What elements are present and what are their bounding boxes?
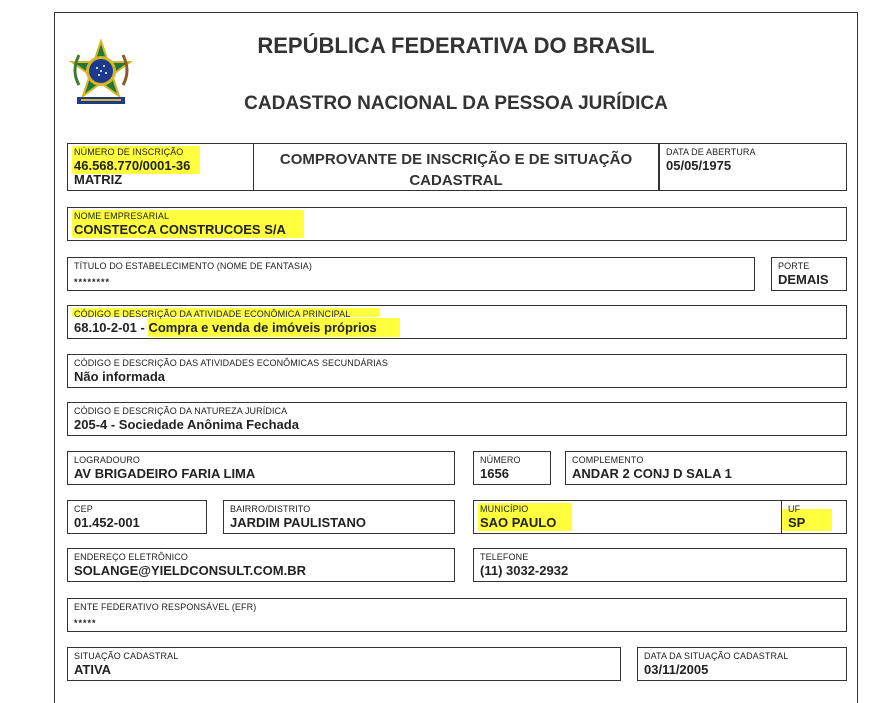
- complemento-field: [565, 451, 847, 485]
- comprovante-title: COMPROVANTE DE INSCRIÇÃO E DE SITUAÇÃO CADASTRAL: [279, 151, 633, 189]
- email-field: [67, 548, 455, 582]
- atividades-secundarias-field: [67, 354, 847, 388]
- atividade-principal-field: [67, 305, 847, 339]
- municipio-label: MUNICÍPIO: [480, 504, 529, 514]
- atividade-principal-value: [74, 320, 377, 335]
- complemento-label: COMPLEMENTO: [572, 455, 644, 465]
- atividade-principal-code: 68.10-2-01 -: [74, 320, 145, 335]
- fantasia-field: [67, 257, 755, 291]
- efr-label: ENTE FEDERATIVO RESPONSÁVEL (EFR): [74, 602, 257, 612]
- natureza-label: CÓDIGO E DESCRIÇÃO DA NATUREZA JURÍDICA: [74, 406, 288, 416]
- porte-label: PORTE: [778, 261, 810, 271]
- uf-field: [781, 500, 847, 534]
- bairro-label: BAIRRO/DISTRITO: [230, 504, 311, 514]
- nome-field: [67, 207, 847, 241]
- cep-label: CEP: [74, 504, 93, 514]
- atividades-secundarias-value: Não informada: [74, 369, 166, 384]
- efr-field: [67, 598, 847, 632]
- porte-value: DEMAIS: [778, 272, 829, 287]
- atividades-secundarias-label: CÓDIGO E DESCRIÇÃO DAS ATIVIDADES ECONÔMICAS SECUNDÁRIAS: [74, 358, 388, 368]
- uf-label: UF: [788, 504, 801, 514]
- data-situacao-label: DATA DA SITUAÇÃO CADASTRAL: [644, 651, 789, 661]
- fantasia-label: TÍTULO DO ESTABELECIMENTO (NOME DE FANTASIA): [74, 261, 312, 271]
- fantasia-value: ********: [74, 277, 111, 287]
- telefone-field: [473, 548, 847, 582]
- data-situacao-value: 03/11/2005: [644, 662, 709, 677]
- numero-field: [473, 451, 551, 485]
- inscricao-label: NÚMERO DE INSCRIÇÃO: [74, 147, 184, 157]
- municipio-field: [473, 500, 783, 534]
- numero-label: NÚMERO: [480, 455, 521, 465]
- abertura-label: DATA DE ABERTURA: [666, 147, 756, 157]
- inscricao-type: MATRIZ: [74, 172, 123, 187]
- email-label: ENDEREÇO ELETRÔNICO: [74, 552, 188, 562]
- natureza-value: 205-4 - Sociedade Anônima Fechada: [74, 417, 299, 432]
- situacao-value: ATIVA: [74, 662, 112, 677]
- porte-field: [771, 257, 847, 291]
- telefone-label: TELEFONE: [480, 552, 529, 562]
- cep-field: [67, 500, 207, 534]
- municipio-value: SAO PAULO: [480, 515, 557, 530]
- complemento-value: ANDAR 2 CONJ D SALA 1: [572, 466, 732, 481]
- document-page: [54, 12, 858, 703]
- abertura-value: 05/05/1975: [666, 158, 732, 173]
- telefone-value: (11) 3032-2932: [480, 563, 569, 578]
- data-situacao-field: [637, 647, 847, 681]
- abertura-field: [659, 143, 847, 191]
- logradouro-label: LOGRADOURO: [74, 455, 141, 465]
- inscricao-field: [67, 143, 257, 191]
- nome-label: NOME EMPRESARIAL: [74, 211, 170, 221]
- inscricao-value: 46.568.770/0001-36: [74, 158, 191, 173]
- logradouro-value: AV BRIGADEIRO FARIA LIMA: [74, 466, 256, 481]
- atividade-principal-desc: Compra e venda de imóveis próprios: [148, 320, 377, 335]
- natureza-field: [67, 402, 847, 436]
- efr-value: *****: [74, 618, 97, 628]
- logradouro-field: [67, 451, 455, 485]
- header-subtitle: CADASTRO NACIONAL DA PESSOA JURÍDICA: [244, 93, 668, 114]
- situacao-field: [67, 647, 621, 681]
- cep-value: 01.452-001: [74, 515, 140, 530]
- nome-value: CONSTECCA CONSTRUCOES S/A: [74, 222, 286, 237]
- uf-value: SP: [788, 515, 806, 530]
- atividade-principal-label: CÓDIGO E DESCRIÇÃO DA ATIVIDADE ECONÔMICA PRINCIPAL: [74, 309, 351, 319]
- header-title: REPÚBLICA FEDERATIVA DO BRASIL: [257, 33, 655, 58]
- email-value: SOLANGE@YIELDCONSULT.COM.BR: [74, 563, 306, 578]
- bairro-value: JARDIM PAULISTANO: [230, 515, 367, 530]
- comprovante-title-box: [253, 143, 659, 191]
- numero-value: 1656: [480, 466, 509, 481]
- situacao-label: SITUAÇÃO CADASTRAL: [74, 651, 179, 661]
- bairro-field: [223, 500, 455, 534]
